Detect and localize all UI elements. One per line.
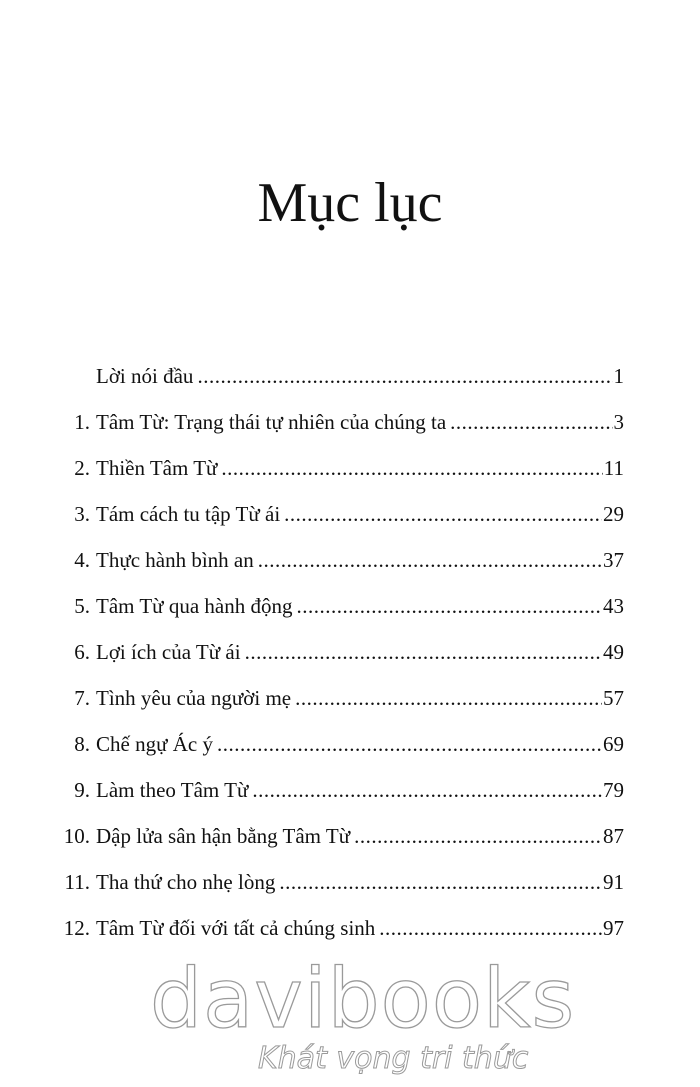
watermark xyxy=(0,952,700,1087)
watermark-tagline: Khát vọng tri thức xyxy=(258,1041,529,1076)
toc-entry xyxy=(52,729,624,775)
toc-entry-title: Chế ngự Ác ý xyxy=(96,732,213,756)
toc-entry-number: 9. xyxy=(74,778,90,802)
toc-entry-number: 6. xyxy=(74,640,90,664)
toc-entry xyxy=(52,867,624,913)
toc-dot-leader xyxy=(450,407,612,437)
toc-entry-number: 3. xyxy=(74,502,90,526)
toc-dot-leader xyxy=(354,821,602,851)
toc-entry-title: Tâm Từ: Trạng thái tự nhiên của chúng ta xyxy=(96,410,447,434)
toc-dot-leader xyxy=(217,729,602,759)
toc-entry-title: Làm theo Tâm Từ xyxy=(96,778,249,802)
watermark-brand: davibooks xyxy=(150,952,576,1047)
toc-entry-title: Dập lửa sân hận bằng Tâm Từ xyxy=(96,824,351,848)
toc-entry-title: Tâm Từ đối với tất cả chúng sinh xyxy=(96,916,376,940)
toc-entry-page: 79 xyxy=(603,778,624,802)
toc-entry-page: 3 xyxy=(613,410,624,434)
toc-entry-title: Tâm Từ qua hành động xyxy=(96,594,293,618)
toc-entry-page: 29 xyxy=(603,502,624,526)
toc-entry-title: Lời nói đầu xyxy=(96,364,194,388)
toc-entry-title: Tám cách tu tập Từ ái xyxy=(96,502,281,526)
toc-dot-leader xyxy=(296,591,602,621)
toc-entry xyxy=(52,499,624,545)
toc-dot-leader xyxy=(245,637,602,667)
toc-entry-number: 1. xyxy=(74,410,90,434)
toc-entry-page: 97 xyxy=(603,916,624,940)
toc-entry-title: Tình yêu của người mẹ xyxy=(96,686,292,710)
toc-entry-page: 49 xyxy=(603,640,624,664)
toc-entry xyxy=(52,821,624,867)
toc-entry-number: 10. xyxy=(63,824,90,848)
toc-entry-page: 43 xyxy=(603,594,624,618)
toc-entry xyxy=(52,545,624,591)
toc-entry xyxy=(52,637,624,683)
toc-entry-number: 12. xyxy=(63,916,90,940)
toc-entry-number: 4. xyxy=(74,548,90,572)
toc-entry-title: Thực hành bình an xyxy=(96,548,254,572)
toc-entry xyxy=(52,361,624,407)
toc-entry-number: 2. xyxy=(74,456,90,480)
toc-entry-number: 11. xyxy=(64,870,90,894)
toc-dot-leader xyxy=(252,775,602,805)
toc-dot-leader xyxy=(379,913,602,943)
toc-entry-page: 91 xyxy=(603,870,624,894)
toc-entry xyxy=(52,453,624,499)
toc-dot-leader xyxy=(197,361,612,391)
toc-entry xyxy=(52,591,624,637)
toc-entry-page: 69 xyxy=(603,732,624,756)
toc-entry-number: 7. xyxy=(74,686,90,710)
toc-entry-page: 1 xyxy=(613,364,624,388)
toc-entry xyxy=(52,683,624,729)
toc-entry-number: 8. xyxy=(74,732,90,756)
toc-entry-page: 57 xyxy=(603,686,624,710)
toc-dot-leader xyxy=(221,453,602,483)
toc-entry-page: 37 xyxy=(603,548,624,572)
toc-entry-page: 11 xyxy=(603,456,624,480)
toc-dot-leader xyxy=(295,683,602,713)
toc-dot-leader xyxy=(258,545,602,575)
toc-entry-title: Tha thứ cho nhẹ lòng xyxy=(96,870,276,894)
toc-entry-title: Lợi ích của Từ ái xyxy=(96,640,241,664)
toc-entry xyxy=(52,775,624,821)
table-of-contents xyxy=(52,361,624,959)
toc-entry-page: 87 xyxy=(603,824,624,848)
toc-entry-number: 5. xyxy=(74,594,90,618)
page-title: Mục lục xyxy=(257,172,443,234)
toc-dot-leader xyxy=(279,867,602,897)
toc-entry-title: Thiền Tâm Từ xyxy=(96,456,218,480)
toc-entry xyxy=(52,407,624,453)
toc-dot-leader xyxy=(284,499,602,529)
